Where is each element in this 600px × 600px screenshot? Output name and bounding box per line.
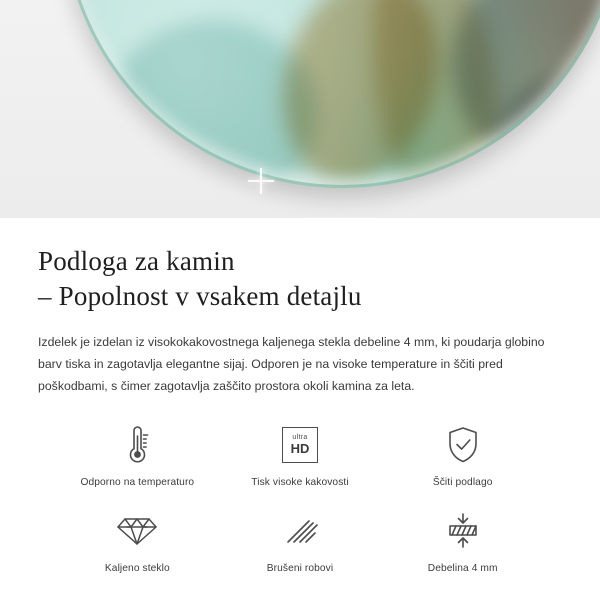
- feature-item-protects-surface: [381, 422, 544, 488]
- feature-label: Odporno na temperaturo: [80, 476, 195, 488]
- feature-item-polished-edges: [219, 508, 382, 574]
- page-title-line-1: Podloga za kamin: [38, 246, 235, 276]
- thickness-arrows-icon: [441, 508, 485, 554]
- page-title-line-2: – Popolnost v vsakem detajlu: [38, 281, 362, 312]
- ultra-hd-icon: [282, 422, 318, 468]
- ultra-hd-badge-top: ultra: [292, 434, 308, 442]
- feature-label: Ščiti podlago: [432, 476, 493, 488]
- page-title: [38, 244, 562, 314]
- diamond-icon: [115, 508, 159, 554]
- ultra-hd-badge-bottom: HD: [290, 441, 310, 457]
- feature-item-temperature: [56, 422, 219, 488]
- thermometer-icon: [117, 422, 157, 468]
- feature-item-print-quality: [219, 422, 382, 488]
- description-text: Izdelek je izdelan iz visokokakovostnega kaljenega stekla debeline 4 mm, ki poudarja globino barv tiska in zagotavlja elegantne sijaj. Odporen je na visoke temperature in ščiti pred poškodbami, s čimer zagotavlja zaščito prostora okoli kamina za leta.: [38, 335, 545, 393]
- feature-label: Kaljeno steklo: [104, 562, 170, 574]
- feature-label: Tisk visoke kakovosti: [251, 476, 349, 488]
- feature-item-thickness: [381, 508, 544, 574]
- feature-grid: [38, 422, 562, 574]
- round-glass-mat: [62, 0, 600, 188]
- content-block: [0, 218, 600, 574]
- sparkle-icon: [248, 168, 274, 194]
- hero-image: [0, 0, 600, 218]
- shield-check-icon: [443, 422, 483, 468]
- feature-label: Debelina 4 mm: [427, 562, 498, 574]
- feature-item-tempered-glass: [56, 508, 219, 574]
- polished-edges-icon: [279, 508, 321, 554]
- feature-label: Brušeni robovi: [266, 562, 334, 574]
